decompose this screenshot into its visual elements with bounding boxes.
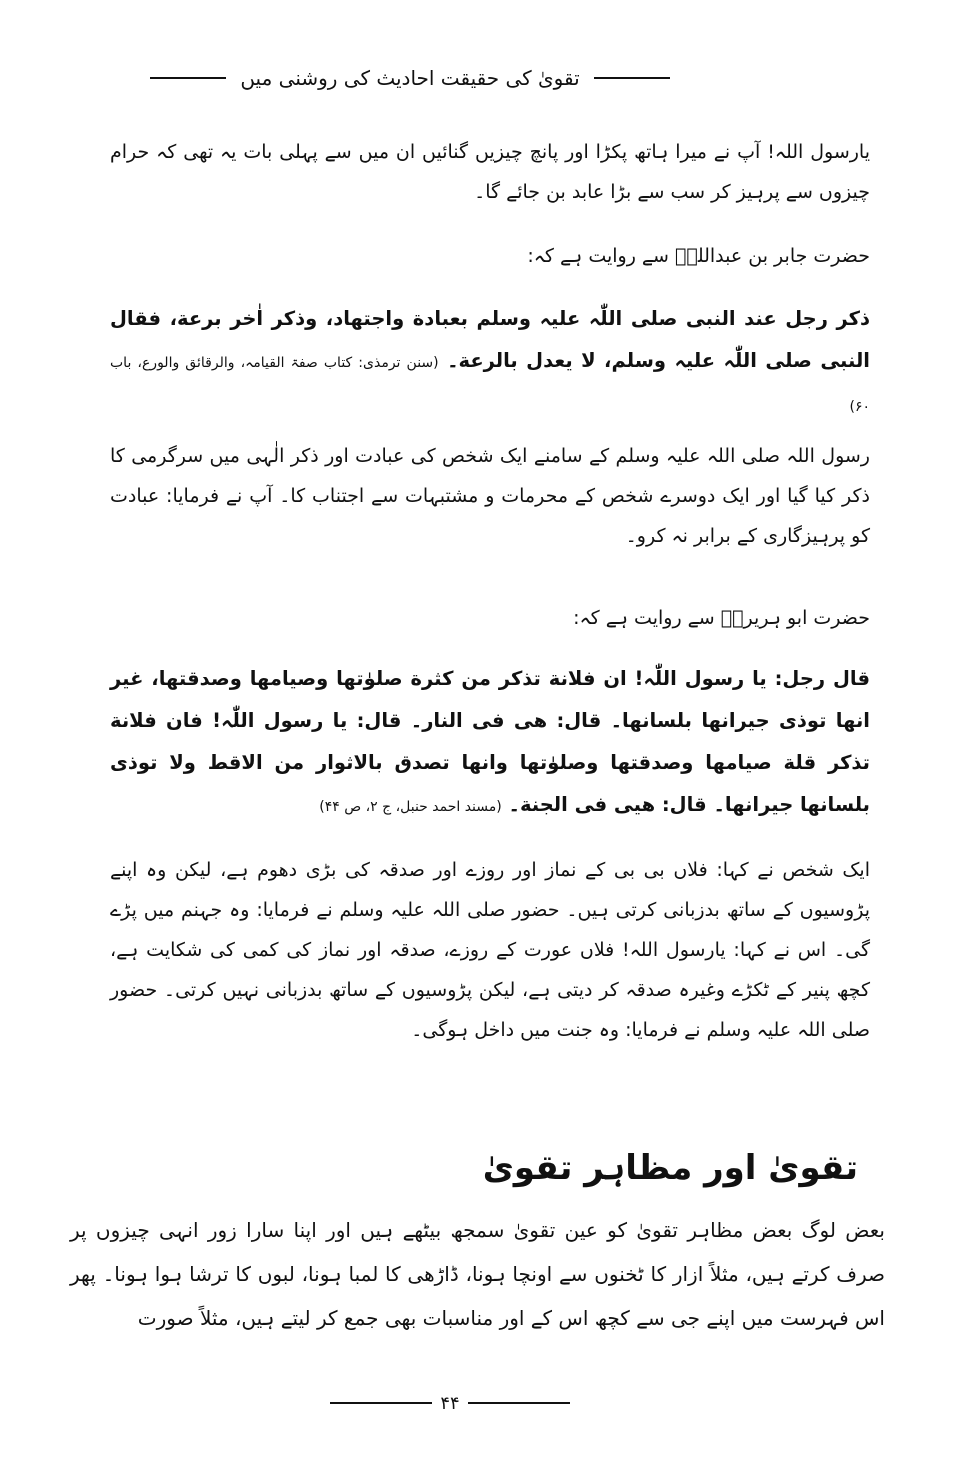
- paragraph-4: بعض لوگ بعض مظاہر تقویٰ کو عین تقویٰ سمجھ بیٹھے ہیں اور اپنا سارا زور انہی چیزوں پر صرف کرتے ہیں، مثلاً ازار کا ٹخنوں سے اونچا ہونا، ڈاڑھی کا لمبا ہونا، لبوں کا ترشا ہوا ہونا۔ پھر اس فہرست میں اپنے جی سے کچھ اس کے اور مناسبات بھی جمع کر لیتے ہیں، مثلاً صورت: [70, 1218, 885, 1330]
- arabic-hadith-1-block: [110, 298, 870, 428]
- arabic-hadith-2: [110, 658, 870, 828]
- section-heading: تقویٰ اور مظاہر تقویٰ: [482, 1148, 858, 1188]
- header-rule-right: [594, 77, 670, 79]
- paragraph-2: رسول اللہ صلی اللہ علیہ وسلم کے سامنے ایک شخص کی عبادت اور ذکر الٰہی میں سرگرمی کا ذکر کیا گیا اور ایک دوسرے شخص کے محرمات و مشتبہات سے اجتناب کا۔ آپ نے فرمایا: عبادت کو پرہیزگاری کے برابر نہ کرو۔: [110, 445, 870, 547]
- arabic-hadith-2-block: [110, 658, 870, 828]
- narration-1-label: حضرت جابر بن عبداللہؓ سے روایت ہے کہ:: [527, 245, 870, 267]
- narration-1-block: [110, 238, 870, 274]
- paragraph-2-block: [110, 436, 870, 556]
- paragraph-4-block: [70, 1208, 885, 1340]
- narration-2-block: [110, 600, 870, 636]
- arabic-hadith-2-reference: (مسند احمد حنبل، ج ۲، ص ۴۴): [319, 799, 502, 815]
- narration-2-label: حضرت ابو ہریرہؓ سے روایت ہے کہ:: [573, 607, 870, 629]
- footer-rule-left: [330, 1402, 432, 1404]
- paragraph-3-block: [110, 850, 870, 1050]
- arabic-hadith-1-text: ذکر رجل عند النبی صلی اللّٰہ علیہ وسلم بعبادة واجتهاد، وذکر اٰخر برعة، فقال النبی صلی اللّٰہ علیہ وسلم، لا یعدل بالرعة۔: [110, 307, 870, 372]
- running-header: [150, 58, 670, 98]
- arabic-hadith-2-text: قال رجل: یا رسول اللّٰہ! ان فلانة تذکر من کثرة صلوٰتها وصیامها وصدقتها، غیر انها توذی جیرانها بلسانها۔ قال: هی فی النار۔ قال: یا رسول اللّٰہ! فان فلانة تذکر قلة صیامها وصدقتها وصلوٰتها وانها تصدق بالاثوار من الاقط ولا توذی بلسانها جیرانها۔ قال: هیی فی الجنة۔: [110, 667, 870, 816]
- page-number: ۴۴: [440, 1392, 460, 1414]
- running-title: تقویٰ کی حقیقت احادیث کی روشنی میں: [240, 66, 580, 90]
- arabic-hadith-1: [110, 298, 870, 428]
- footer-rule-right: [468, 1402, 570, 1404]
- header-rule-left: [150, 77, 226, 79]
- arabic-hadith-1-reference: (سنن ترمذی: کتاب صفۃ القیامہ، والرقائق والورع، باب ۶۰): [110, 355, 870, 415]
- paragraph-1: یارسول اللہ! آپ نے میرا ہاتھ پکڑا اور پانچ چیزیں گنائیں ان میں سے پہلی بات یہ تھی کہ حرام چیزوں سے پرہیز کر سب سے بڑا عابد بن جائے گا۔: [110, 141, 870, 203]
- paragraph-1-block: [110, 132, 870, 212]
- paragraph-3: ایک شخص نے کہا: فلاں بی بی کے نماز اور روزے اور صدقہ کی بڑی دھوم ہے، لیکن وہ اپنے پڑوسیوں کے ساتھ بدزبانی کرتی ہیں۔ حضور صلی اللہ علیہ وسلم نے فرمایا: وہ جہنم میں پڑے گی۔ اس نے کہا: یارسول اللہ! فلاں عورت کے روزے، صدقہ اور نماز کی کمی کی شکایت ہے، کچھ پنیر کے ٹکڑے وغیرہ صدقہ کر دیتی ہے، لیکن پڑوسیوں کے ساتھ بدزبانی نہیں کرتی۔ حضور صلی اللہ علیہ وسلم نے فرمایا: وہ جنت میں داخل ہوگی۔: [110, 859, 870, 1041]
- page-footer: [330, 1388, 570, 1418]
